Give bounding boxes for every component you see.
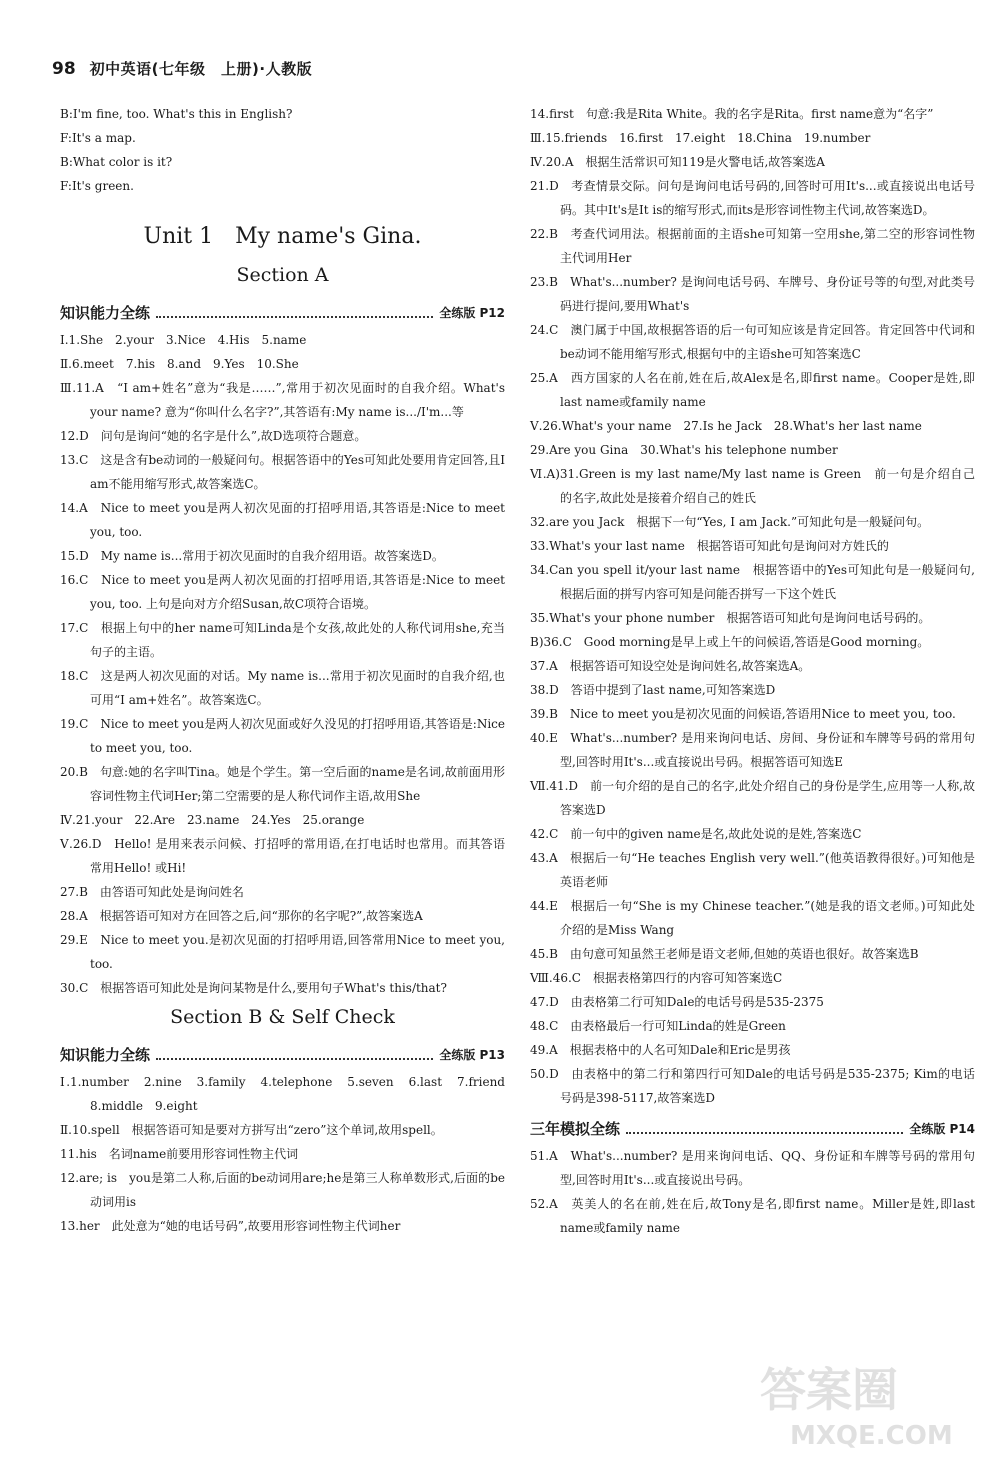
dialogue-line: F:It's a map. <box>60 131 136 145</box>
answer-item: 13.her 此处意为“她的电话号码”,故要用形容词性物主代词her <box>60 1219 401 1233</box>
answer-item: 19.C Nice to meet you是两人初次见面或好久没见的打招呼用语,其答语是:Nice to meet you, too. <box>60 717 505 755</box>
answer-item: 32.are you Jack 根据下一句“Yes, I am Jack.”可知此句是一般疑问句。 <box>530 515 930 529</box>
answer-item: 14.first 句意:我是Rita White。我的名字是Rita。first name意为“名字” <box>530 107 934 121</box>
answer-item: 12.D 问句是询问“她的名字是什么”,故D选项符合题意。 <box>60 429 367 443</box>
practice-bar-title: 知识能力全练 <box>60 304 151 322</box>
answer-item: 37.A 根据答语可知设空处是询问姓名,故答案选A。 <box>530 659 811 673</box>
answer-item: Ⅰ.1.number 2.nine 3.family 4.telephone 5.seven 6.last 7.friend 8.middle 9.eight <box>60 1075 518 1113</box>
answer-item: 45.B 由句意可知虽然王老师是语文老师,但她的英语也很好。故答案选B <box>530 947 919 961</box>
answer-item: 34.Can you spell it/your last name 根据答语中的Yes可知此句是一般疑问句,根据后面的拼写内容可知是问能否拼写一下这个姓氏 <box>530 563 975 601</box>
unit-title: Unit 1 My name's Gina. <box>143 224 422 249</box>
page-header <box>52 58 492 88</box>
answer-item: 11.his 名词name前要用形容词性物主代词 <box>60 1147 299 1161</box>
answer-item: Ⅳ.21.your 22.Are 23.name 24.Yes 25.orange <box>60 813 365 827</box>
answer-item: 43.A 根据后一句“He teaches English very well.”(他英语教得很好。)可知他是英语老师 <box>530 851 975 889</box>
answer-item: 42.C 前一句中的given name是名,故此处说的是姓,答案选C <box>530 827 862 841</box>
answer-item: 40.E What's...number? 是用来询问电话、房间、身份证和车牌等号码的常用句型,回答时用It's...或直接说出号码。根据答语可知选E <box>530 731 975 769</box>
answer-item: 47.D 由表格第二行可知Dale的电话号码是535-2375 <box>530 995 824 1009</box>
practice-bar-title: 知识能力全练 <box>60 1046 151 1064</box>
dialogue-line: B:I'm fine, too. What's this in English? <box>60 107 293 121</box>
dialogue-line: F:It's green. <box>60 179 134 193</box>
answer-item: 16.C Nice to meet you是两人初次见面的打招呼用语,其答语是:Nice to meet you, too. 上句是向对方介绍Susan,故C项符合语境。 <box>60 573 505 611</box>
answer-item: Ⅴ.26.What's your name 27.Is he Jack 28.What's her last name <box>530 419 922 433</box>
answer-item: Ⅰ.1.She 2.your 3.Nice 4.His 5.name <box>60 333 307 347</box>
answer-item: 24.C 澳门属于中国,故根据答语的后一句可知应该是肯定回答。肯定回答中代词和be动词不能用缩写形式,根据句中的主语she可知答案选C <box>530 323 975 361</box>
answer-item: Ⅲ.15.friends 16.first 17.eight 18.China 19.number <box>530 131 871 145</box>
answer-item: 14.A Nice to meet you是两人初次见面的打招呼用语,其答语是:Nice to meet you, too. <box>60 501 505 539</box>
answer-list-mock <box>530 1144 975 1240</box>
answer-item: Ⅲ.11.A “I am+姓名”意为“我是……”,常用于初次见面时的自我介绍。What's your name? 意为“你叫什么名字?”,其答语有:My name is.../I'm...等 <box>60 381 505 419</box>
answer-item: 30.C 根据答语可知此处是询问某物是什么,要用句子What's this/that? <box>60 981 447 995</box>
left-column <box>60 102 518 1238</box>
answer-item: 15.D My name is...常用于初次见面时的自我介绍用语。故答案选D。 <box>60 549 444 563</box>
answer-item: Ⅷ.46.C 根据表格第四行的内容可知答案选C <box>530 971 783 985</box>
page-number: 98 <box>52 59 76 79</box>
answer-item: 38.D 答语中提到了last name,可知答案选D <box>530 683 776 697</box>
answer-item: 52.A 英美人的名在前,姓在后,故Tony是名,即first name。Miller是姓,即last name或family name <box>530 1197 975 1235</box>
practice-bar-title: 三年模拟全练 <box>530 1120 621 1138</box>
answer-item: 25.A 西方国家的人名在前,姓在后,故Alex是名,即first name。Cooper是姓,即last name或family name <box>530 371 975 409</box>
watermark-url: MXQE.COM <box>790 1421 953 1451</box>
answer-item: 50.D 由表格中的第二行和第四行可知Dale的电话号码是535-2375; Kim的电话号码是398-5117,故答案选D <box>530 1067 975 1105</box>
answer-item: 20.B 句意:她的名字叫Tina。她是个学生。第一空后面的name是名词,故前面用形容词性物主代词Her;第二空需要的是人称代词作主语,故用She <box>60 765 505 803</box>
right-column <box>530 102 975 1240</box>
answer-item: 12.are; is you是第二人称,后面的be动词用are;he是第三人称单数形式,后面的be动词用is <box>60 1171 505 1209</box>
answer-list-b <box>60 1070 518 1238</box>
answer-item: 23.B What's...number? 是询问电话号码、车牌号、身份证号等的句型,对此类号码进行提问,要用What's <box>530 275 975 313</box>
answer-item: 49.A 根据表格中的人名可知Dale和Eric是男孩 <box>530 1043 791 1057</box>
answer-item: 29.Are you Gina 30.What's his telephone number <box>530 443 838 457</box>
practice-bar-ref: 全练版 P12 <box>439 306 505 320</box>
practice-bar <box>60 298 505 326</box>
practice-bar-ref: 全练版 P14 <box>909 1122 975 1136</box>
site-watermark <box>750 1354 980 1454</box>
answer-item: 39.B Nice to meet you是初次见面的问候语,答语用Nice to meet you, too. <box>530 707 956 721</box>
answer-item: 48.C 由表格最后一行可知Linda的姓是Green <box>530 1019 786 1033</box>
answer-item: Ⅳ.20.A 根据生活常识可知119是火警电话,故答案选A <box>530 155 825 169</box>
practice-bar <box>60 1040 505 1068</box>
answer-item: 21.D 考查情景交际。问句是询问电话号码的,回答时可用It's...或直接说出电话号码。其中It's是It is的缩写形式,而its是形容词性物主代词,故答案选D。 <box>530 179 975 217</box>
dialogue-line: B:What color is it? <box>60 155 173 169</box>
answer-item: Ⅱ.6.meet 7.his 8.and 9.Yes 10.She <box>60 357 299 371</box>
answer-item: 29.E Nice to meet you.是初次见面的打招呼用语,回答常用Nice to meet you, too. <box>60 933 505 971</box>
answer-item: 33.What's your last name 根据答语可知此句是询问对方姓氏的 <box>530 539 889 553</box>
book-title: 初中英语(七年级 上册)·人教版 <box>89 60 313 78</box>
answer-list-right <box>530 102 975 1110</box>
watermark-logo-text: 答案圈 <box>760 1363 898 1417</box>
answer-item: Ⅵ.A)31.Green is my last name/My last name is Green 前一句是介绍自己的名字,故此处是接着介绍自己的姓氏 <box>530 467 975 505</box>
practice-bar <box>530 1114 975 1142</box>
answer-item: 51.A What's...number? 是用来询问电话、QQ、身份证和车牌等号码的常用句型,回答时用It's...或直接说出号码。 <box>530 1149 975 1187</box>
answer-item: 28.A 根据答语可知对方在回答之后,问“那你的名字呢?”,故答案选A <box>60 909 423 923</box>
answer-item: Ⅶ.41.D 前一句介绍的是自己的名字,此处介绍自己的身份是学生,应用等一人称,故答案选D <box>530 779 975 817</box>
answer-item: 13.C 这是含有be动词的一般疑问句。根据答语中的Yes可知此处要用肯定回答,且I am不能用缩写形式,故答案选C。 <box>60 453 505 491</box>
answer-item: 27.B 由答语可知此处是询问姓名 <box>60 885 244 899</box>
dotted-leader <box>626 1132 903 1134</box>
section-a-title: Section A <box>236 264 329 286</box>
answer-item: 44.E 根据后一句“She is my Chinese teacher.”(她是我的语文老师。)可知此处介绍的是Miss Wang <box>530 899 975 937</box>
answer-item: Ⅴ.26.D Hello! 是用来表示问候、打招呼的常用语,在打电话时也常用。而其答语常用Hello! 或Hi! <box>60 837 505 875</box>
dotted-leader <box>156 316 433 318</box>
answer-list-a <box>60 328 505 1000</box>
answer-item: 17.C 根据上句中的her name可知Linda是个女孩,故此处的人称代词用she,充当句子的主语。 <box>60 621 505 659</box>
answer-item: 35.What's your phone number 根据答语可知此句是询问电话号码的。 <box>530 611 931 625</box>
answer-item: B)36.C Good morning是早上或上午的问候语,答语是Good morning。 <box>530 635 930 649</box>
answer-item: Ⅱ.10.spell 根据答语可知是要对方拼写出“zero”这个单词,故用spell。 <box>60 1123 443 1137</box>
answer-item: 22.B 考查代词用法。根据前面的主语she可知第一空用she,第二空的形容词性物主代词用Her <box>530 227 975 265</box>
answer-item: 18.C 这是两人初次见面的对话。My name is...常用于初次见面时的自我介绍,也可用“I am+姓名”。故答案选C。 <box>60 669 505 707</box>
dotted-leader <box>156 1058 433 1060</box>
section-b-title: Section B & Self Check <box>170 1006 395 1028</box>
practice-bar-ref: 全练版 P13 <box>439 1048 505 1062</box>
